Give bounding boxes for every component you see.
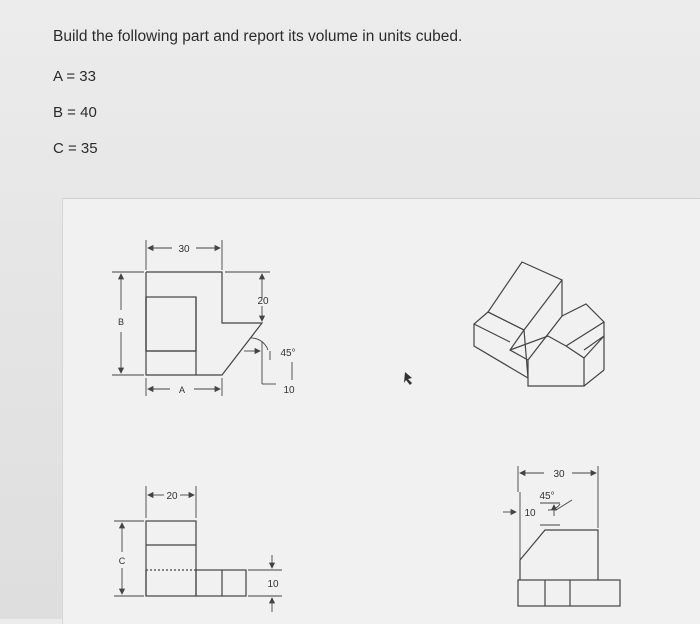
front-view <box>112 240 296 396</box>
top-dim-10: 10 <box>267 579 279 590</box>
front-dim-b: B <box>117 317 125 327</box>
front-dim-45: 45° <box>280 348 296 359</box>
side-dim-30: 30 <box>553 469 565 480</box>
side-dim-45: 45° <box>539 491 555 502</box>
top-dim-c: C <box>118 556 126 566</box>
front-dim-a: A <box>178 385 186 395</box>
side-dim-10: 10 <box>524 508 536 519</box>
top-view <box>114 486 282 612</box>
front-dim-10: 10 <box>283 385 295 396</box>
side-view <box>503 466 620 606</box>
variable-c: C = 35 <box>53 140 98 157</box>
question-prompt: Build the following part and report its volume in units cubed. <box>53 28 463 45</box>
cursor-icon <box>404 372 412 385</box>
variable-a: A = 33 <box>53 68 96 85</box>
top-dim-20: 20 <box>166 491 178 502</box>
variable-b: B = 40 <box>53 104 97 121</box>
front-dim-30: 30 <box>178 244 190 255</box>
front-dim-20: 20 <box>257 296 269 307</box>
isometric-view <box>474 262 604 386</box>
